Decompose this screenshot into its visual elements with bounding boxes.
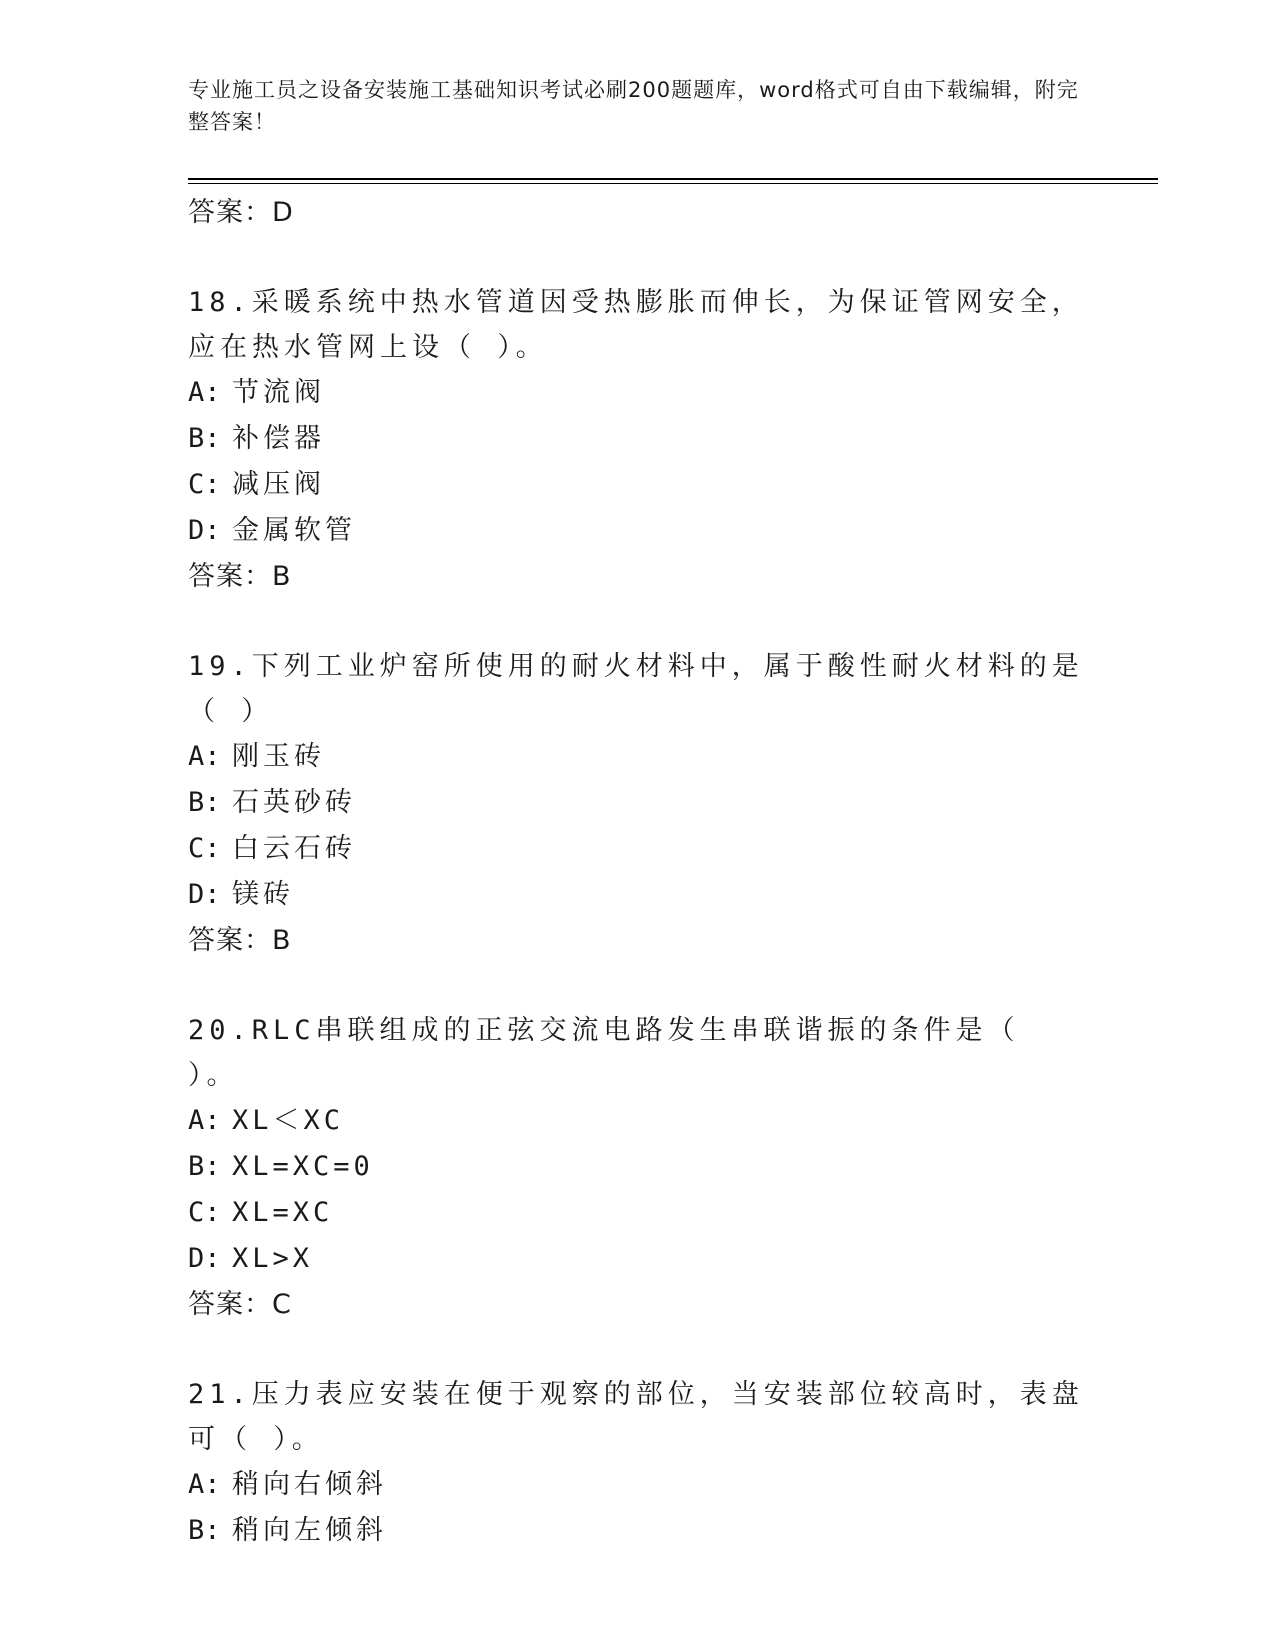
option-key: C: [188, 833, 221, 864]
option-key: A: [188, 741, 221, 772]
option-key: A: [188, 377, 221, 408]
option-key: A: [188, 1469, 221, 1500]
option-text: 减压阀 [232, 469, 325, 500]
option-text: 稍向左倾斜 [232, 1515, 387, 1546]
option-key: B: [188, 423, 221, 454]
option-key: C: [188, 1197, 221, 1228]
option-text: 石英砂砖 [232, 787, 356, 818]
question-block [188, 644, 1088, 964]
option-a [188, 370, 1088, 416]
option-text: XL＜XC [232, 1105, 345, 1136]
option-a [188, 1098, 1088, 1144]
question-stem: 19.下列工业炉窑所使用的耐火材料中，属于酸性耐火材料的是（ ） [188, 651, 1084, 727]
question-stem: 21.压力表应安装在便于观察的部位，当安装部位较高时，表盘可（ ）。 [188, 1379, 1084, 1455]
option-a [188, 734, 1088, 780]
option-d [188, 508, 1088, 554]
option-text: 镁砖 [232, 879, 294, 910]
spacer [188, 1328, 1088, 1372]
option-text: 稍向右倾斜 [232, 1469, 387, 1500]
option-key: A: [188, 1105, 221, 1136]
option-a [188, 1462, 1088, 1508]
option-key: C: [188, 469, 221, 500]
option-text: XL>X [232, 1243, 314, 1274]
answer-line: 答案：B [188, 925, 292, 956]
option-b [188, 1508, 1088, 1554]
option-key: B: [188, 1515, 221, 1546]
question-stem: 20.RLC串联组成的正弦交流电路发生串联谐振的条件是（ ）。 [188, 1015, 1020, 1091]
option-text: 白云石砖 [232, 833, 356, 864]
option-key: B: [188, 787, 221, 818]
spacer [188, 964, 1088, 1008]
header-rule-thick [188, 178, 1158, 180]
option-text: 金属软管 [232, 515, 356, 546]
option-c [188, 1190, 1088, 1236]
question-block [188, 280, 1088, 600]
question-stem: 18.采暖系统中热水管道因受热膨胀而伸长，为保证管网安全，应在热水管网上设（ ）。 [188, 287, 1084, 363]
answer-line: 答案：C [188, 1289, 292, 1320]
header-rule-thin [188, 183, 1158, 184]
option-c [188, 462, 1088, 508]
spacer [188, 600, 1088, 644]
option-text: XL=XC=0 [232, 1151, 374, 1182]
option-key: D: [188, 879, 221, 910]
spacer [188, 236, 1088, 280]
option-text: XL=XC [232, 1197, 334, 1228]
option-text: 刚玉砖 [232, 741, 325, 772]
option-b [188, 780, 1088, 826]
option-text: 节流阀 [232, 377, 325, 408]
option-d [188, 872, 1088, 918]
option-b [188, 1144, 1088, 1190]
option-d [188, 1236, 1088, 1282]
document-header: 专业施工员之设备安装施工基础知识考试必刷200题题库，word格式可自由下载编辑，附完整答案！ [188, 78, 1079, 134]
option-key: B: [188, 1151, 221, 1182]
answer-line: 答案：B [188, 561, 292, 592]
option-key: D: [188, 515, 221, 546]
answer-line: 答案：D [188, 197, 294, 228]
question-block [188, 1008, 1088, 1328]
question-list [188, 190, 1088, 1554]
option-text: 补偿器 [232, 423, 325, 454]
option-c [188, 826, 1088, 872]
question-block [188, 1372, 1088, 1554]
option-key: D: [188, 1243, 221, 1274]
option-b [188, 416, 1088, 462]
